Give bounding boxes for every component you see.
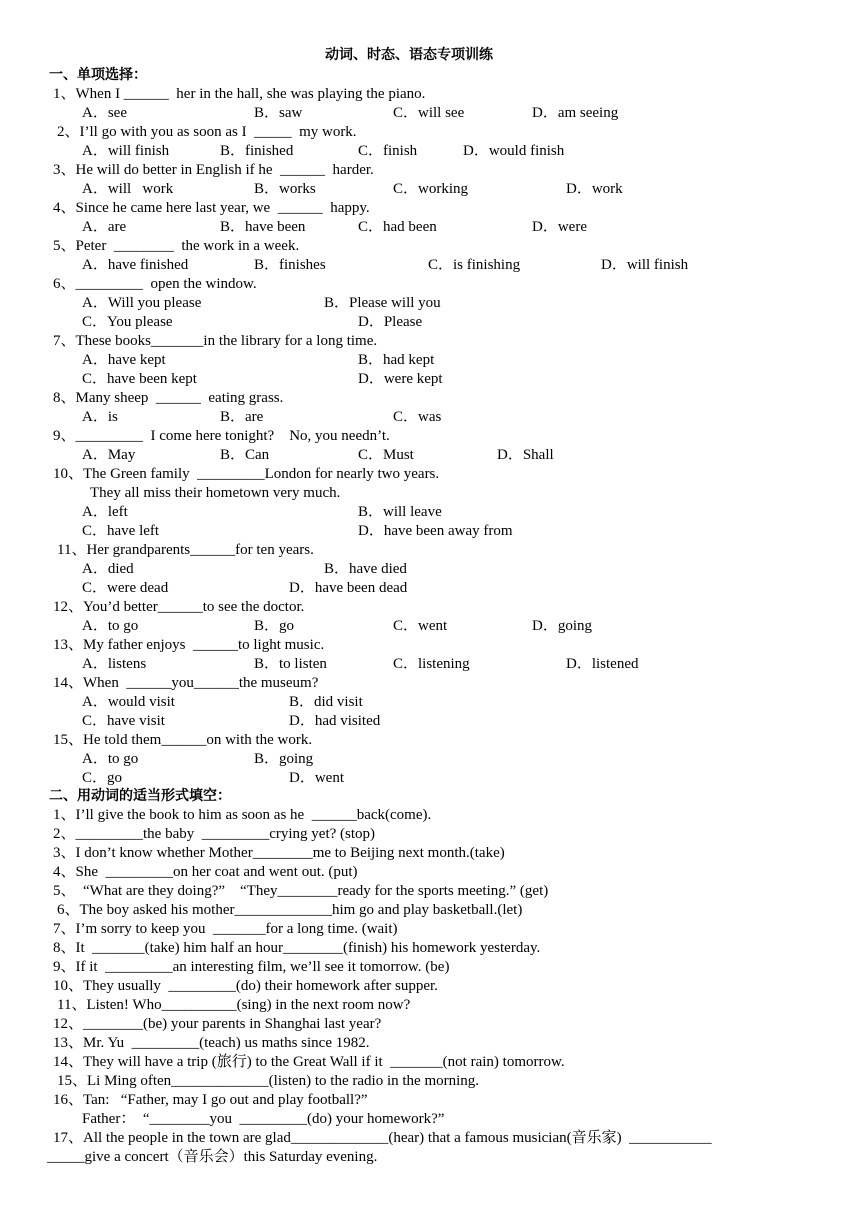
question-stem: 12、You’d better______to see the doctor. xyxy=(53,599,305,615)
option: B．Please will you xyxy=(324,295,441,311)
fill-in-line: 2、_________the baby _________crying yet? (stop) xyxy=(53,826,376,842)
option: A．see xyxy=(82,105,127,121)
question-stem: 5、Peter ________ the work in a week. xyxy=(53,238,300,254)
fill-in-line: 6、The boy asked his mother_____________him go and play basketball.(let) xyxy=(57,902,523,918)
option: A．is xyxy=(82,409,118,425)
option: C．will see xyxy=(393,105,465,121)
option: C．go xyxy=(82,770,123,786)
option: B．saw xyxy=(254,105,303,121)
fill-in-line: 16、Tan: “Father, may I go out and play football?” xyxy=(53,1092,368,1108)
question-stem: 15、He told them______on with the work. xyxy=(53,732,313,748)
question-stem: 13、My father enjoys ______to light music. xyxy=(53,637,325,653)
fill-in-line: 13、Mr. Yu _________(teach) us maths since 1982. xyxy=(53,1035,370,1051)
question-stem: 7、These books_______in the library for a long time. xyxy=(53,333,378,349)
option: C．went xyxy=(393,618,448,634)
option: A．have finished xyxy=(82,257,189,273)
option: D．have been dead xyxy=(289,580,408,596)
question-stem: 4、Since he came here last year, we ______ happy. xyxy=(53,200,370,216)
option: C．have left xyxy=(82,523,160,539)
option: B．did visit xyxy=(289,694,363,710)
option: D．Shall xyxy=(497,447,554,463)
option: D．had visited xyxy=(289,713,381,729)
question-stem-continued: They all miss their hometown very much. xyxy=(90,485,341,501)
option: B．finishes xyxy=(254,257,326,273)
option: D．would finish xyxy=(463,143,565,159)
option: A．May xyxy=(82,447,136,463)
question-stem: 9、_________ I come here tonight? No, you needn’t. xyxy=(53,428,390,444)
option: A．have kept xyxy=(82,352,166,368)
section-heading-single-choice: 一、单项选择： xyxy=(49,67,147,83)
option: B．will leave xyxy=(358,504,442,520)
option: C．have visit xyxy=(82,713,165,729)
option: C．finish xyxy=(358,143,418,159)
fill-in-line: 4、She _________on her coat and went out. (put) xyxy=(53,864,358,880)
option: B．going xyxy=(254,751,314,767)
document-title: 动词、时态、语态专项训练 xyxy=(325,47,493,63)
fill-in-line: 12、________(be) your parents in Shanghai last year? xyxy=(53,1016,382,1032)
fill-in-line: _____give a concert（音乐会）this Saturday evening. xyxy=(47,1149,378,1165)
option: D．went xyxy=(289,770,344,786)
option: C．had been xyxy=(358,219,437,235)
option: C．Must xyxy=(358,447,414,463)
option: A．died xyxy=(82,561,134,577)
fill-in-line: 9、If it _________an interesting film, we’ll see it tomorrow. (be) xyxy=(53,959,450,975)
option: B．works xyxy=(254,181,316,197)
fill-in-line: 17、All the people in the town are glad_____________(hear) that a famous musician(音乐家) ___________ xyxy=(53,1130,712,1146)
option: D．have been away from xyxy=(358,523,513,539)
option: C．is finishing xyxy=(428,257,521,273)
fill-in-line: 8、It _______(take) him half an hour________(finish) his homework yesterday. xyxy=(53,940,541,956)
question-stem: 10、The Green family _________London for nearly two years. xyxy=(53,466,440,482)
option: B．are xyxy=(220,409,264,425)
option: D．am seeing xyxy=(532,105,619,121)
option: C．listening xyxy=(393,656,470,672)
fill-in-line: 14、They will have a trip (旅行) to the Great Wall if it _______(not rain) tomorrow. xyxy=(53,1054,565,1070)
option: D．work xyxy=(566,181,623,197)
option: C．have been kept xyxy=(82,371,197,387)
question-stem: 2、I’ll go with you as soon as I _____ my work. xyxy=(57,124,357,140)
option: B．finished xyxy=(220,143,294,159)
section-heading-fill-in: 二、用动词的适当形式填空： xyxy=(49,788,231,804)
option: B．have been xyxy=(220,219,306,235)
fill-in-line: 15、Li Ming often_____________(listen) to the radio in the morning. xyxy=(57,1073,480,1089)
option: C．You please xyxy=(82,314,173,330)
question-stem: 1、When I ______ her in the hall, she was playing the piano. xyxy=(53,86,426,102)
option: B．have died xyxy=(324,561,407,577)
option: D．going xyxy=(532,618,593,634)
option: D．were kept xyxy=(358,371,443,387)
option: A．are xyxy=(82,219,127,235)
option: A．Will you please xyxy=(82,295,202,311)
fill-in-line: 10、They usually _________(do) their homework after supper. xyxy=(53,978,438,994)
option: A．will work xyxy=(82,181,174,197)
option: A．to go xyxy=(82,751,139,767)
question-stem: 3、He will do better in English if he ______ harder. xyxy=(53,162,374,178)
question-stem: 6、_________ open the window. xyxy=(53,276,257,292)
option: A．left xyxy=(82,504,128,520)
fill-in-line: Father： “________you _________(do) your homework?” xyxy=(82,1111,445,1127)
option: B．had kept xyxy=(358,352,435,368)
question-stem: 8、Many sheep ______ eating grass. xyxy=(53,390,284,406)
fill-in-line: 5、 “What are they doing?” “They________ready for the sports meeting.” (get) xyxy=(53,883,549,899)
option: B．Can xyxy=(220,447,270,463)
option: A．will finish xyxy=(82,143,170,159)
fill-in-line: 1、I’ll give the book to him as soon as he ______back(come). xyxy=(53,807,432,823)
fill-in-line: 3、I don’t know whether Mother________me to Beijing next month.(take) xyxy=(53,845,505,861)
option: D．Please xyxy=(358,314,423,330)
question-stem: 14、When ______you______the museum? xyxy=(53,675,319,691)
option: C．was xyxy=(393,409,442,425)
option: B．to listen xyxy=(254,656,327,672)
option: A．to go xyxy=(82,618,139,634)
fill-in-line: 7、I’m sorry to keep you _______for a long time. (wait) xyxy=(53,921,398,937)
option: A．would visit xyxy=(82,694,175,710)
option: C．working xyxy=(393,181,469,197)
option: C．were dead xyxy=(82,580,169,596)
option: D．were xyxy=(532,219,587,235)
option: A．listens xyxy=(82,656,147,672)
question-stem: 11、Her grandparents______for ten years. xyxy=(57,542,314,558)
option: D．will finish xyxy=(601,257,689,273)
fill-in-line: 11、Listen! Who__________(sing) in the next room now? xyxy=(57,997,411,1013)
option: D．listened xyxy=(566,656,639,672)
option: B．go xyxy=(254,618,295,634)
